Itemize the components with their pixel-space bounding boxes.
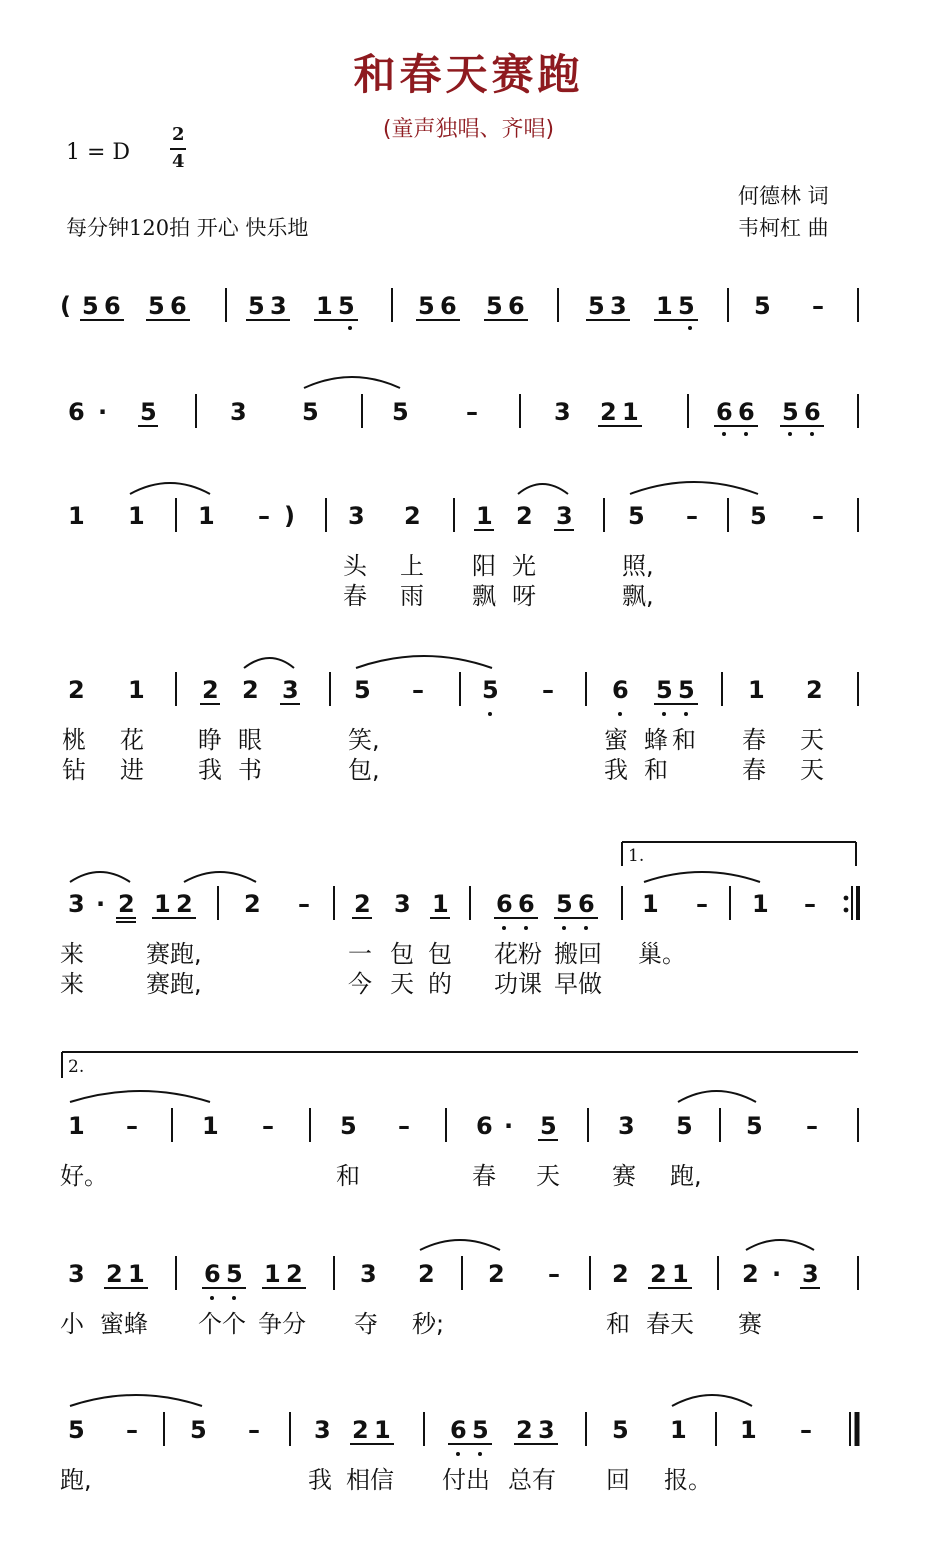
note: 2 bbox=[106, 1260, 123, 1288]
lyric: 今 bbox=[348, 970, 372, 998]
lyric: 早做 bbox=[554, 970, 602, 998]
note: 6 bbox=[476, 1112, 493, 1140]
lyric: 和 bbox=[336, 1162, 360, 1190]
low-dot bbox=[584, 926, 588, 930]
note: 2 bbox=[202, 676, 219, 704]
lyric: 睁 bbox=[198, 726, 222, 754]
note: 2 bbox=[600, 398, 617, 426]
lyric: 巢。 bbox=[638, 940, 686, 968]
volta-1-label: 1. bbox=[628, 846, 645, 866]
note: 5 bbox=[392, 398, 409, 426]
note: 5 bbox=[148, 292, 165, 320]
dot: · bbox=[772, 1260, 782, 1288]
lyric: 蜜 bbox=[604, 726, 628, 754]
dash: – bbox=[806, 1112, 818, 1140]
dash: – bbox=[812, 502, 824, 530]
lyric: 蜂 bbox=[644, 726, 668, 754]
lyric: 天 bbox=[390, 970, 414, 998]
dash: – bbox=[412, 676, 424, 704]
lyric: 和 bbox=[606, 1310, 630, 1338]
lyric: 上 bbox=[400, 552, 424, 580]
note: 1 bbox=[670, 1416, 687, 1444]
low-dot bbox=[232, 1296, 236, 1300]
note: 1 bbox=[202, 1112, 219, 1140]
system-4 bbox=[62, 656, 858, 784]
note: 3 bbox=[360, 1260, 377, 1288]
note: 5 bbox=[588, 292, 605, 320]
note: 3 bbox=[68, 1260, 85, 1288]
lyric: 夺 bbox=[354, 1310, 378, 1338]
low-dot bbox=[662, 712, 666, 716]
note: 5 bbox=[190, 1416, 207, 1444]
note: 6 bbox=[738, 398, 755, 426]
dash: – bbox=[686, 502, 698, 530]
note: 3 bbox=[556, 502, 573, 530]
lyric: 飘, bbox=[622, 582, 654, 610]
note: 6 bbox=[68, 398, 85, 426]
slur bbox=[746, 1240, 814, 1250]
dash: – bbox=[800, 1416, 812, 1444]
composer-credit: 韦柯杠 曲 bbox=[738, 216, 829, 240]
note: 1 bbox=[68, 1112, 85, 1140]
note: 5 bbox=[340, 1112, 357, 1140]
tie bbox=[70, 1395, 202, 1406]
note: 5 bbox=[754, 292, 771, 320]
note: 2 bbox=[516, 1416, 533, 1444]
lyric: 钻 bbox=[62, 756, 86, 784]
dot: · bbox=[504, 1112, 514, 1140]
tie bbox=[70, 1091, 210, 1102]
tie bbox=[356, 656, 492, 668]
lyric: 争分 bbox=[258, 1310, 306, 1338]
note: 5 bbox=[612, 1416, 629, 1444]
tempo-marking: 每分钟120拍 开心 快乐地 bbox=[66, 216, 309, 240]
note: 6 bbox=[204, 1260, 221, 1288]
low-dot bbox=[722, 432, 726, 436]
lyric: 天 bbox=[800, 726, 824, 754]
note: 1 bbox=[128, 676, 145, 704]
note: 5 bbox=[82, 292, 99, 320]
low-dot bbox=[618, 712, 622, 716]
bracket-open: ( bbox=[60, 292, 71, 320]
note: 6 bbox=[578, 890, 595, 918]
lyric: 春天 bbox=[646, 1310, 694, 1338]
note: 1 bbox=[656, 292, 673, 320]
note: 2 bbox=[806, 676, 823, 704]
lyric: 个个 bbox=[198, 1310, 246, 1338]
dash: – bbox=[548, 1260, 560, 1288]
dash: – bbox=[126, 1416, 138, 1444]
system-6 bbox=[60, 1052, 858, 1190]
note: 2 bbox=[650, 1260, 667, 1288]
lyric: 回 bbox=[606, 1466, 630, 1494]
lyric: 来 bbox=[60, 940, 84, 968]
lyric: 相信 bbox=[346, 1466, 394, 1494]
dot: · bbox=[98, 398, 108, 426]
lyric: 照, bbox=[622, 552, 654, 580]
dot: · bbox=[96, 890, 106, 918]
low-dot bbox=[488, 712, 492, 716]
lyric: 跑, bbox=[60, 1466, 92, 1494]
lyric: 赛 bbox=[612, 1162, 636, 1190]
time-signature-top: 2 bbox=[172, 124, 185, 145]
note: 5 bbox=[354, 676, 371, 704]
note: 6 bbox=[496, 890, 513, 918]
lyric: 花粉 bbox=[494, 940, 542, 968]
lyric: 和 bbox=[644, 756, 668, 784]
note: 5 bbox=[302, 398, 319, 426]
note: 1 bbox=[128, 1260, 145, 1288]
low-dot bbox=[348, 326, 352, 330]
lyric: 雨 bbox=[400, 582, 424, 610]
dash: – bbox=[248, 1416, 260, 1444]
note: 5 bbox=[656, 676, 673, 704]
tie bbox=[672, 1395, 752, 1406]
song-title: 和春天赛跑 bbox=[353, 50, 584, 99]
tie bbox=[420, 1240, 500, 1250]
note: 5 bbox=[226, 1260, 243, 1288]
note: 2 bbox=[354, 890, 371, 918]
lyric: 头 bbox=[343, 552, 367, 580]
lyric: 天 bbox=[800, 756, 824, 784]
repeat-dot bbox=[844, 908, 849, 913]
lyric: 秒; bbox=[412, 1310, 445, 1338]
lyric: 春 bbox=[742, 756, 766, 784]
note: 1 bbox=[752, 890, 769, 918]
lyric: 笑, bbox=[348, 726, 380, 754]
note: 2 bbox=[488, 1260, 505, 1288]
slur bbox=[184, 872, 256, 882]
system-5 bbox=[60, 842, 858, 998]
low-dot bbox=[524, 926, 528, 930]
note: 5 bbox=[746, 1112, 763, 1140]
note: 5 bbox=[248, 292, 265, 320]
note: 5 bbox=[628, 502, 645, 530]
lyric: 书 bbox=[238, 756, 262, 784]
key-signature: 1 = D bbox=[66, 140, 131, 165]
low-dot bbox=[744, 432, 748, 436]
tie bbox=[304, 377, 400, 388]
note: 2 bbox=[244, 890, 261, 918]
low-dot bbox=[684, 712, 688, 716]
note: 1 bbox=[642, 890, 659, 918]
lyric: 包 bbox=[428, 940, 452, 968]
low-dot bbox=[210, 1296, 214, 1300]
note: 3 bbox=[68, 890, 85, 918]
lyric: 赛跑, bbox=[146, 970, 202, 998]
note: 6 bbox=[612, 676, 629, 704]
lyric: 搬回 bbox=[554, 940, 602, 968]
lyric: 一 bbox=[348, 940, 372, 968]
slur bbox=[518, 484, 568, 494]
repeat-dot bbox=[844, 896, 849, 901]
lyric: 天 bbox=[536, 1162, 560, 1190]
note: 6 bbox=[450, 1416, 467, 1444]
note: 5 bbox=[486, 292, 503, 320]
lyric: 我 bbox=[604, 756, 628, 784]
lyric: 包, bbox=[348, 756, 380, 784]
tie bbox=[130, 483, 210, 494]
note: 2 bbox=[176, 890, 193, 918]
slur bbox=[244, 658, 294, 668]
note: 3 bbox=[270, 292, 287, 320]
note: 1 bbox=[154, 890, 171, 918]
note: 6 bbox=[804, 398, 821, 426]
note: 5 bbox=[140, 398, 157, 426]
note: 1 bbox=[198, 502, 215, 530]
system-8 bbox=[60, 1395, 857, 1494]
note: 1 bbox=[622, 398, 639, 426]
note: 2 bbox=[418, 1260, 435, 1288]
note: 5 bbox=[556, 890, 573, 918]
note: 5 bbox=[678, 676, 695, 704]
note: 5 bbox=[676, 1112, 693, 1140]
note: 6 bbox=[104, 292, 121, 320]
song-subtitle: (童声独唱、齐唱) bbox=[382, 117, 555, 142]
lyric: 飘 bbox=[472, 582, 496, 610]
lyric: 小 bbox=[60, 1310, 84, 1338]
note: 5 bbox=[472, 1416, 489, 1444]
lyric: 的 bbox=[428, 970, 452, 998]
bracket-close: ) bbox=[284, 502, 295, 530]
note: 1 bbox=[128, 502, 145, 530]
low-dot bbox=[502, 926, 506, 930]
dash: – bbox=[696, 890, 708, 918]
note: 5 bbox=[68, 1416, 85, 1444]
lyric: 春 bbox=[742, 726, 766, 754]
lyric: 赛跑, bbox=[146, 940, 202, 968]
tie bbox=[678, 1091, 756, 1102]
lyric: 花 bbox=[120, 726, 144, 754]
note: 3 bbox=[282, 676, 299, 704]
volta-2-label: 2. bbox=[68, 1057, 85, 1077]
lyric: 阳 bbox=[472, 552, 496, 580]
note: 6 bbox=[170, 292, 187, 320]
note: 5 bbox=[750, 502, 767, 530]
tie bbox=[630, 482, 758, 494]
note: 3 bbox=[610, 292, 627, 320]
lyric: 功课 bbox=[494, 970, 542, 998]
lyric: 光 bbox=[512, 552, 536, 580]
lyric: 我 bbox=[198, 756, 222, 784]
system-3 bbox=[68, 482, 858, 610]
note: 2 bbox=[404, 502, 421, 530]
note: 3 bbox=[538, 1416, 555, 1444]
note: 1 bbox=[432, 890, 449, 918]
note: 3 bbox=[394, 890, 411, 918]
dash: – bbox=[812, 292, 824, 320]
note: 1 bbox=[476, 502, 493, 530]
note: 5 bbox=[678, 292, 695, 320]
system-7 bbox=[60, 1240, 858, 1338]
system-2 bbox=[68, 377, 858, 436]
note: 5 bbox=[782, 398, 799, 426]
note: 1 bbox=[316, 292, 333, 320]
note: 1 bbox=[748, 676, 765, 704]
note: 3 bbox=[348, 502, 365, 530]
note: 5 bbox=[338, 292, 355, 320]
lyric: 赛 bbox=[738, 1310, 762, 1338]
dash: – bbox=[262, 1112, 274, 1140]
lyric: 春 bbox=[472, 1162, 496, 1190]
lyric: 来 bbox=[60, 970, 84, 998]
dash: – bbox=[258, 502, 270, 530]
slur bbox=[70, 872, 130, 882]
note: 2 bbox=[286, 1260, 303, 1288]
low-dot bbox=[688, 326, 692, 330]
lyric: 桃 bbox=[62, 726, 86, 754]
note: 3 bbox=[230, 398, 247, 426]
lyric: 总有 bbox=[508, 1466, 556, 1494]
lyric: 和 bbox=[672, 726, 696, 754]
lyric: 眼 bbox=[238, 726, 262, 754]
dash: – bbox=[126, 1112, 138, 1140]
note: 1 bbox=[672, 1260, 689, 1288]
note: 3 bbox=[554, 398, 571, 426]
note: 6 bbox=[518, 890, 535, 918]
low-dot bbox=[810, 432, 814, 436]
low-dot bbox=[456, 1452, 460, 1456]
low-dot bbox=[562, 926, 566, 930]
note: 1 bbox=[374, 1416, 391, 1444]
note: 2 bbox=[742, 1260, 759, 1288]
note: 5 bbox=[482, 676, 499, 704]
note: 2 bbox=[612, 1260, 629, 1288]
note: 2 bbox=[68, 676, 85, 704]
note: 3 bbox=[314, 1416, 331, 1444]
note: 1 bbox=[264, 1260, 281, 1288]
note: 6 bbox=[508, 292, 525, 320]
note: 2 bbox=[352, 1416, 369, 1444]
dash: – bbox=[398, 1112, 410, 1140]
time-signature-bottom: 4 bbox=[172, 151, 185, 172]
lyricist-credit: 何德林 词 bbox=[738, 184, 829, 208]
note: 6 bbox=[716, 398, 733, 426]
note: 5 bbox=[540, 1112, 557, 1140]
lyric: 报。 bbox=[664, 1466, 712, 1494]
note: 1 bbox=[68, 502, 85, 530]
lyric: 蜜蜂 bbox=[100, 1310, 148, 1338]
note: 3 bbox=[802, 1260, 819, 1288]
note: 1 bbox=[740, 1416, 757, 1444]
lyric: 春 bbox=[343, 582, 367, 610]
lyric: 进 bbox=[120, 756, 144, 784]
tie bbox=[644, 872, 760, 882]
system-1 bbox=[60, 288, 858, 330]
lyric: 好。 bbox=[60, 1162, 108, 1190]
note: 2 bbox=[118, 890, 135, 918]
dash: – bbox=[804, 890, 816, 918]
dash: – bbox=[466, 398, 478, 426]
lyric: 我 bbox=[308, 1466, 332, 1494]
note: 3 bbox=[618, 1112, 635, 1140]
note: 2 bbox=[242, 676, 259, 704]
note: 2 bbox=[516, 502, 533, 530]
dash: – bbox=[542, 676, 554, 704]
low-dot bbox=[788, 432, 792, 436]
lyric: 呀 bbox=[512, 582, 536, 610]
lyric: 付出 bbox=[442, 1466, 490, 1494]
dash: – bbox=[298, 890, 310, 918]
low-dot bbox=[478, 1452, 482, 1456]
note: 6 bbox=[440, 292, 457, 320]
lyric: 跑, bbox=[670, 1162, 702, 1190]
note: 5 bbox=[418, 292, 435, 320]
lyric: 包 bbox=[390, 940, 414, 968]
